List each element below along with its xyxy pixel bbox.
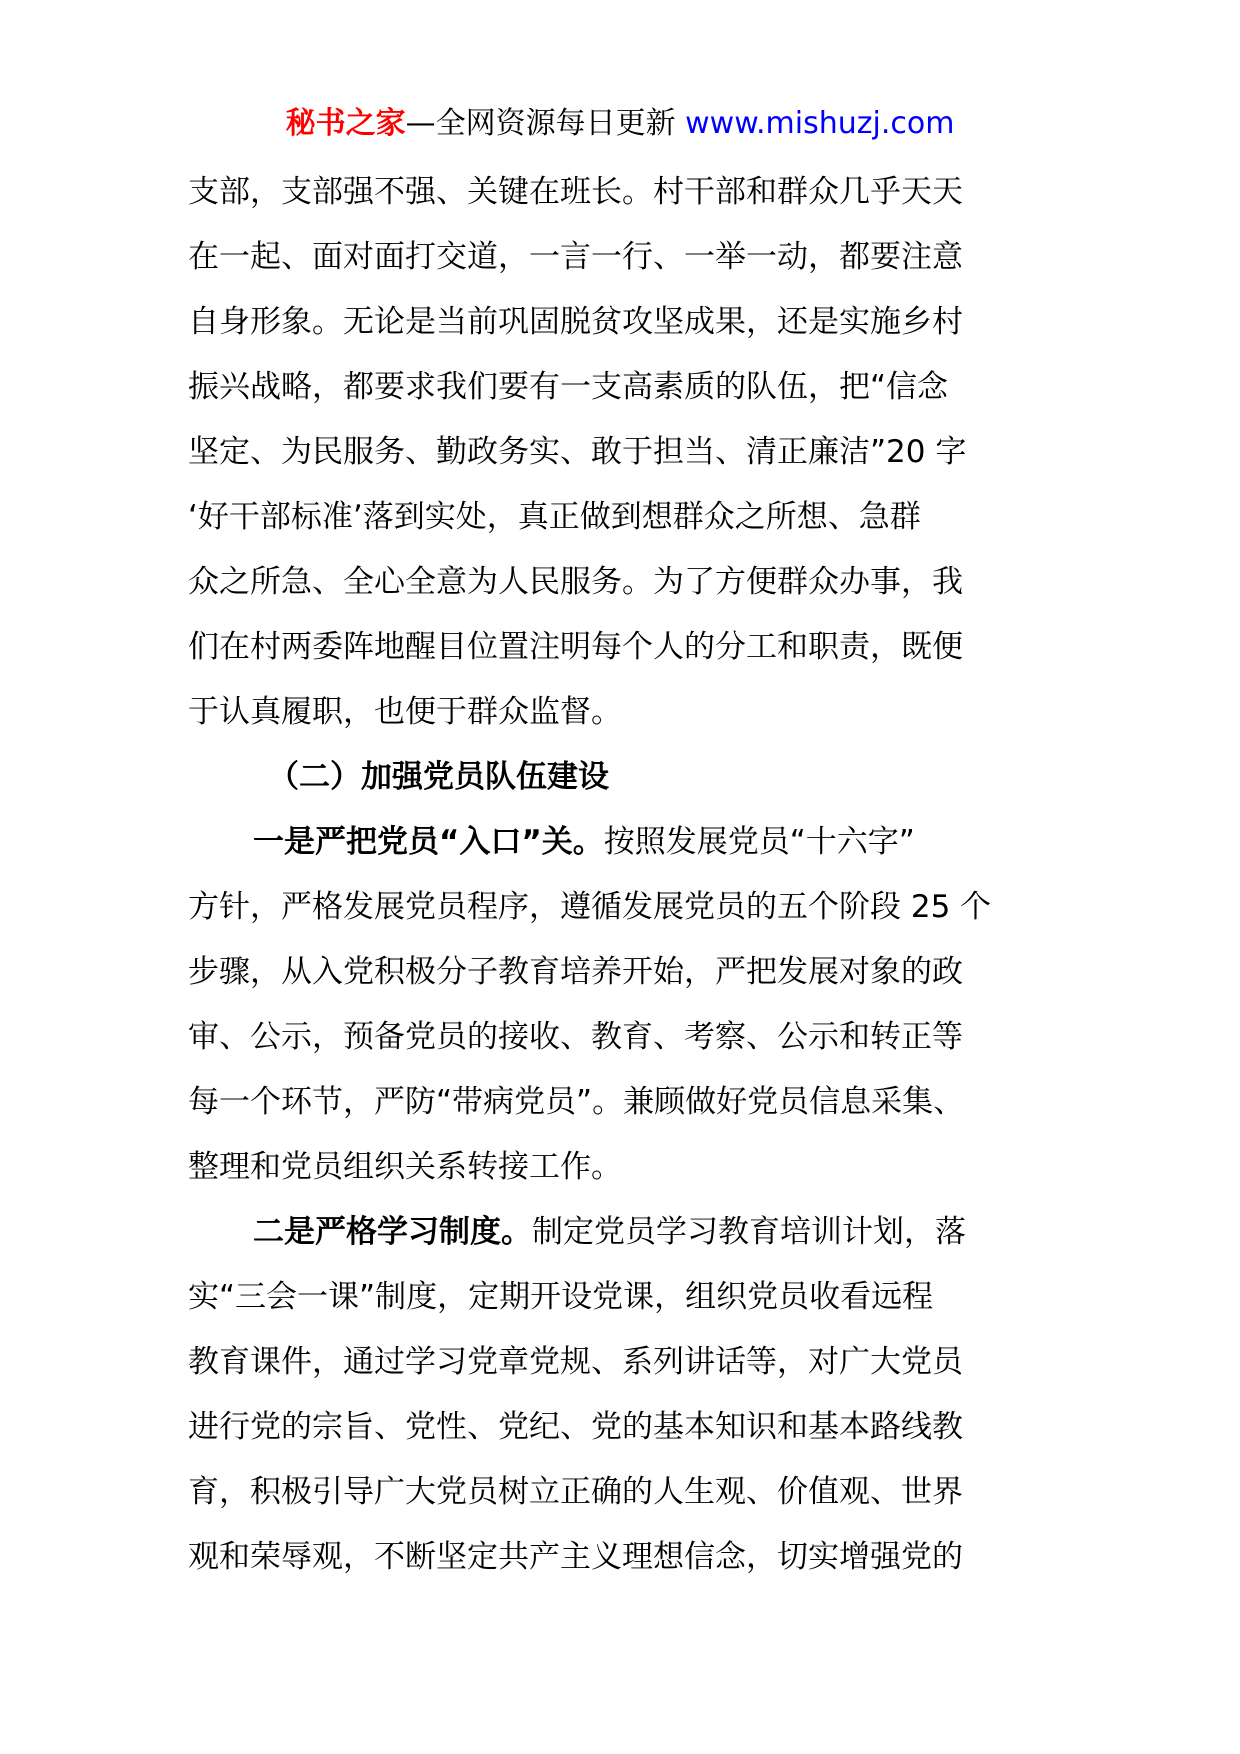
paragraph-lead: 一是严把党员“入口”关。 [253, 824, 604, 860]
paragraph-2 [188, 810, 1048, 1200]
text-line [188, 1200, 1048, 1265]
paragraph-text: 按照发展党员“十六字” [603, 824, 915, 860]
text-line: 于认真履职，也便于群众监督。 [188, 694, 622, 730]
header-slogan: —全网资源每日更新 [405, 106, 686, 141]
text-line: 坚定、为民服务、勤政务实、敢于担当、清正廉洁”20 字 [188, 434, 967, 470]
text-line: 观和荣辱观，不断坚定共产主义理想信念，切实增强党的 [188, 1539, 963, 1575]
paragraph-1 [188, 160, 1048, 745]
text-line: 每一个环节，严防“带病党员”。兼顾做好党员信息采集、 [188, 1084, 965, 1120]
text-line: 育，积极引导广大党员树立正确的人生观、价值观、世界 [188, 1474, 963, 1510]
text-line: 实“三会一课”制度，定期开设党课，组织党员收看远程 [188, 1279, 934, 1315]
text-line: 进行党的宗旨、党性、党纪、党的基本知识和基本路线教 [188, 1409, 963, 1445]
text-line: 振兴战略，都要求我们要有一支高素质的队伍，把“信念 [188, 369, 949, 405]
text-line: 在一起、面对面打交道，一言一行、一举一动，都要注意 [188, 239, 963, 275]
text-line: 们在村两委阵地醒目位置注明每个人的分工和职责，既便 [188, 629, 963, 665]
site-header [0, 104, 1240, 144]
section-heading: （二）加强党员队伍建设 [268, 759, 609, 795]
text-line: 步骤，从入党积极分子教育培养开始，严把发展对象的政 [188, 954, 963, 990]
document-body [188, 160, 1048, 1590]
text-line: 众之所急、全心全意为人民服务。为了方便群众办事，我 [188, 564, 963, 600]
text-line: 审、公示，预备党员的接收、教育、考察、公示和转正等 [188, 1019, 963, 1055]
paragraph-lead: 二是严格学习制度。 [253, 1214, 532, 1250]
text-line: 自身形象。无论是当前巩固脱贫攻坚成果，还是实施乡村 [188, 304, 963, 340]
text-line: 方针，严格发展党员程序，遵循发展党员的五个阶段 25 个 [188, 889, 992, 925]
paragraph-text: 制定党员学习教育培训计划，落 [532, 1214, 966, 1250]
site-url-link[interactable]: www.mishuzj.com [685, 106, 955, 141]
text-line: 支部，支部强不强、关键在班长。村干部和群众几乎天天 [188, 174, 963, 210]
text-line: 整理和党员组织关系转接工作。 [188, 1149, 622, 1185]
text-line: ‘好干部标准’落到实处，真正做到想群众之所想、急群 [188, 499, 921, 535]
paragraph-3 [188, 1200, 1048, 1590]
text-line: 教育课件，通过学习党章党规、系列讲话等，对广大党员 [188, 1344, 963, 1380]
brand-name: 秘书之家 [285, 106, 406, 141]
text-line [188, 810, 1048, 875]
